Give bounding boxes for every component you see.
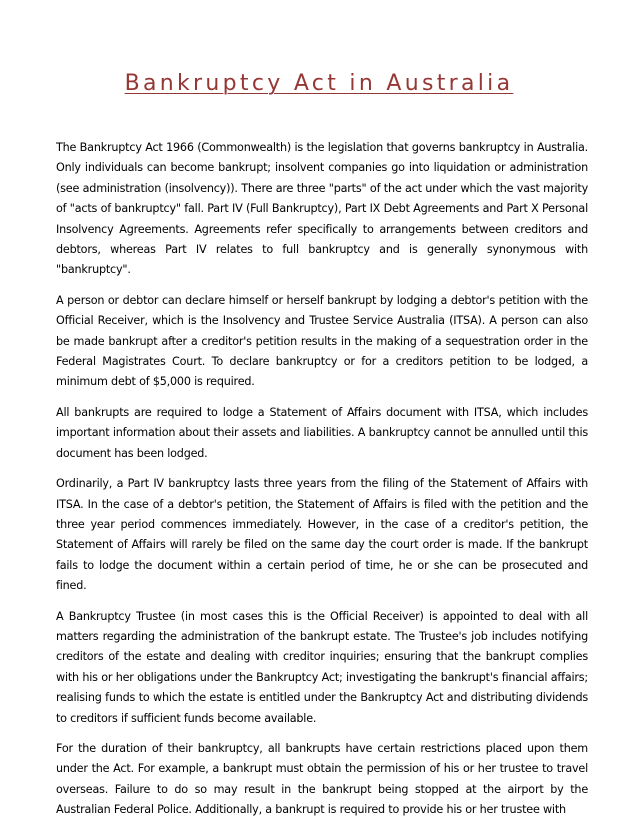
document-title xyxy=(0,68,638,100)
document-body xyxy=(56,138,588,831)
paragraph-3: All bankrupts are required to lodge a Statement of Affairs document with ITSA, which includes important information about their assets and liabilities. A bankruptcy cannot be annulled until this document has been lodged. xyxy=(56,405,588,460)
document-title-text: Bankruptcy Act in Australia xyxy=(124,71,514,96)
paragraph-1: The Bankruptcy Act 1966 (Commonwealth) is the legislation that governs bankruptcy in Australia. Only individuals can become bankrupt; insolvent companies go into liquidation or administration (see administration (insolvency)). There are three "parts" of the act under which the vast majority of "acts of bankruptcy" fall. Part IV (Full Bankruptcy), Part IX Debt Agreements and Part X Personal Insolvency Agreements. Agreements refer specifically to arrangements between creditors and debtors, whereas Part IV relates to full bankruptcy and is generally synonymous with "bankruptcy". xyxy=(56,141,588,277)
paragraph-4: Ordinarily, a Part IV bankruptcy lasts three years from the filing of the Statement of Affairs with ITSA. In the case of a debtor's petition, the Statement of Affairs is filed with the petition and the three year period commences immediately. However, in the case of a creditor's petition, the Statement of Affairs will rarely be filed on the same day the court order is made. If the bankrupt fails to lodge the document within a certain period of time, he or she can be prosecuted and fined. xyxy=(56,477,588,593)
paragraph-2: A person or debtor can declare himself or herself bankrupt by lodging a debtor's petition with the Official Receiver, which is the Insolvency and Trustee Service Australia (ITSA). A person can also be made bankrupt after a creditor's petition results in the making of a sequestration order in the Federal Magistrates Court. To declare bankruptcy or for a creditors petition to be lodged, a minimum debt of $5,000 is required. xyxy=(56,293,588,389)
paragraph-5: A Bankruptcy Trustee (in most cases this is the Official Receiver) is appointed to deal with all matters regarding the administration of the bankrupt estate. The Trustee's job includes notifying creditors of the estate and dealing with creditor inquiries; ensuring that the bankrupt complies with his or her obligations under the Bankruptcy Act; investigating the bankrupt's financial affairs; realising funds to which the estate is entitled under the Bankruptcy Act and distributing dividends to creditors if sufficient funds become available. xyxy=(56,609,588,725)
paragraph-6: For the duration of their bankruptcy, all bankrupts have certain restrictions placed upon them under the Act. For example, a bankrupt must obtain the permission of his or her trustee to travel overseas. Failure to do so may result in the bankrupt being stopped at the airport by the Australian Federal Police. Additionally, a bankrupt is required to provide his or her trustee with xyxy=(56,741,588,817)
